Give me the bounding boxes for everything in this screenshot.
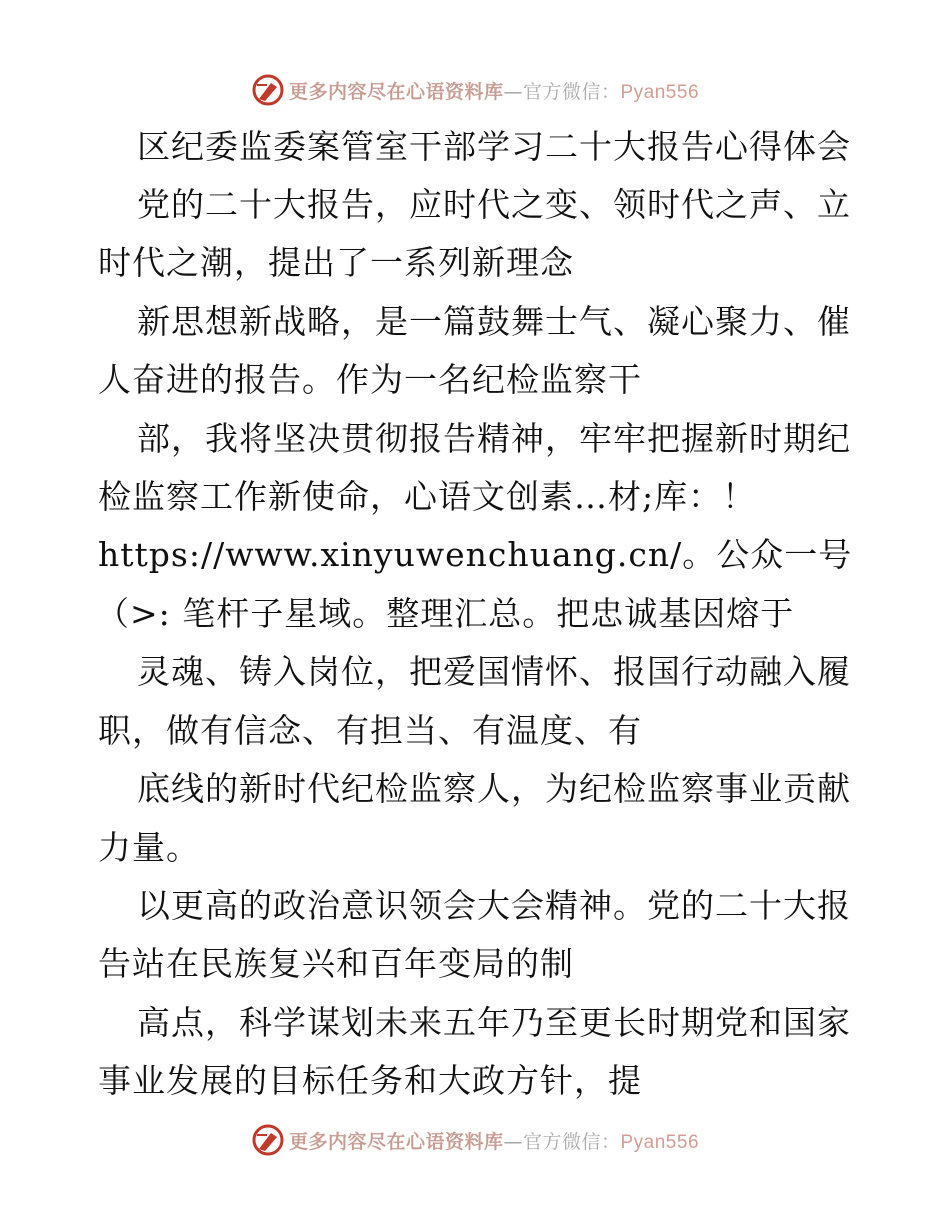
- pen-nib-logo-icon: [251, 73, 285, 107]
- watermark-label: 官方微信：: [522, 1130, 621, 1153]
- watermark-label: 官方微信：: [522, 80, 621, 103]
- text-line: 党的二十大报告，应时代之变、领时代之声、立: [137, 185, 851, 224]
- text-line: 部，我将坚决贯彻报告精神，牢牢把握新时期纪: [137, 419, 851, 458]
- text-line: 底线的新时代纪检监察人，为纪检监察事业贡献: [137, 769, 851, 808]
- header-watermark: [0, 70, 950, 110]
- text-line: 以更高的政治意识领会大会精神。党的二十大报: [137, 886, 851, 925]
- text-line: 人奋进的报告。作为一名纪检监察干: [98, 360, 642, 399]
- watermark-id: Pyan556: [620, 1131, 700, 1153]
- watermark-main-text: 更多内容尽在心语资料库: [288, 80, 504, 103]
- watermark-main-text: 更多内容尽在心语资料库: [288, 1130, 504, 1153]
- text-line: 高点，科学谋划未来五年乃至更长时期党和国家: [137, 1003, 851, 1042]
- text-line: 力量。: [98, 828, 200, 867]
- document-title: 区纪委监委案管室干部学习二十大报告心得体会: [137, 127, 851, 166]
- watermark-separator: —: [503, 80, 523, 103]
- text-line-url: https://www.xinyuwenchuang.cn/。公众一号: [98, 535, 853, 574]
- watermark-id: Pyan556: [620, 81, 700, 103]
- text-line: 事业发展的目标任务和大政方针，提: [98, 1061, 642, 1100]
- watermark-separator: —: [503, 1130, 523, 1153]
- text-line: 职，做有信念、有担当、有温度、有: [98, 711, 642, 750]
- text-line: 检监察工作新使命，心语文创素…材;库：！: [98, 477, 757, 516]
- footer-watermark: [0, 1120, 950, 1160]
- pen-nib-logo-icon: [251, 1123, 285, 1157]
- text-line: 新思想新战略，是一篇鼓舞士气、凝心聚力、催: [137, 302, 851, 341]
- text-line: 灵魂、铸入岗位，把爱国情怀、报国行动融入履: [137, 652, 851, 691]
- text-line: （>: 笔杆子星域。整理汇总。把忠诚基因熔于: [96, 594, 795, 633]
- text-line: 时代之潮，提出了一系列新理念: [98, 243, 574, 282]
- text-line: 告站在民族复兴和百年变局的制: [98, 944, 574, 983]
